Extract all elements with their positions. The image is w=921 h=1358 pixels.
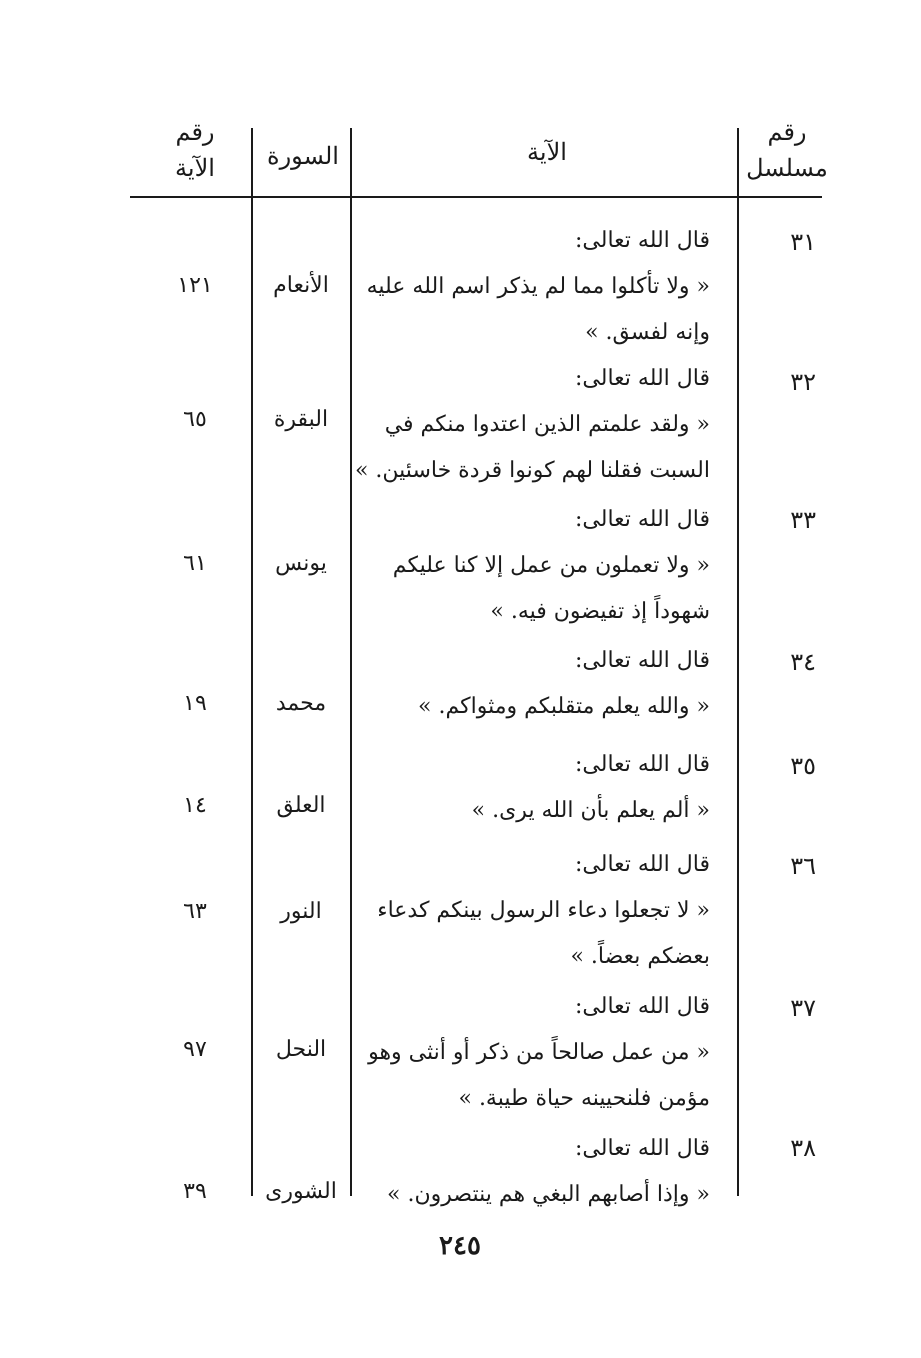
verse-line: « والله يعلم متقلبكم ومثواكم. » [418,694,710,719]
verse-line: بعضكم بعضاً. » [570,944,710,969]
surah-name: العلق [276,793,326,818]
ayah-number: ٦٥ [183,407,207,432]
ayah-number: ٩٧ [183,1037,207,1062]
verse-text [358,497,710,635]
verse-line: قال الله تعالى: [575,366,710,391]
header-serial-number [742,114,832,186]
serial-number: ٣٢ [790,368,816,396]
surah-name: محمد [275,691,327,716]
header-ayah-line2: الآية [175,154,215,182]
header-verse: الآية [527,138,567,166]
verse-text [358,1126,710,1218]
verse-line: قال الله تعالى: [575,1136,710,1161]
verse-line: مؤمن فلنحيينه حياة طيبة. » [458,1086,710,1111]
ayah-number: ٦١ [183,551,207,576]
verse-line: قال الله تعالى: [575,752,710,777]
page-number: ٢٤٥ [439,1231,481,1261]
verse-text [358,218,710,356]
header-serial-line1: رقم [767,118,807,146]
serial-number: ٣٣ [790,506,816,534]
verse-line: « ولا تعملون من عمل إلا كنا عليكم [392,553,710,578]
verse-line: « لا تجعلوا دعاء الرسول بينكم كدعاء [377,898,710,923]
verse-line: « وإذا أصابهم البغي هم ينتصرون. » [387,1182,710,1207]
serial-number: ٣١ [790,228,816,256]
verse-line: « من عمل صالحاً من ذكر أو أنثى وهو [368,1040,710,1065]
verse-line: قال الله تعالى: [575,648,710,673]
ayah-number: ١٩ [183,691,207,716]
verse-line: « ولا تأكلوا مما لم يذكر اسم الله عليه [366,274,710,299]
verse-line: قال الله تعالى: [575,507,710,532]
verse-text [358,984,710,1122]
ayah-number: ٣٩ [183,1179,207,1204]
column-divider-verse [350,128,352,1196]
verse-text [358,742,710,834]
surah-name: النور [280,899,322,924]
surah-name: الأنعام [273,273,329,298]
header-ayah-line1: رقم [175,118,215,146]
surah-name: النحل [275,1037,327,1062]
header-surah: السورة [267,142,339,170]
verse-line: شهوداً إذ تفيضون فيه. » [490,599,710,624]
header-ayah-number [150,114,240,186]
verse-line: قال الله تعالى: [575,994,710,1019]
serial-number: ٣٥ [790,752,816,780]
verse-line: « ألم يعلم بأن الله يرى. » [471,798,710,823]
serial-number: ٣٨ [790,1134,816,1162]
verse-text [358,638,710,730]
ayah-number: ١٤ [183,793,207,818]
ayah-number: ١٢١ [177,273,213,298]
verse-text [354,356,710,494]
serial-number: ٣٧ [790,994,816,1022]
verse-line: قال الله تعالى: [575,228,710,253]
verse-line: وإنه لفسق. » [585,320,710,345]
surah-name: الشورى [265,1179,337,1204]
verse-line: السبت فقلنا لهم كونوا قردة خاسئين. » [354,458,710,483]
verse-line: « ولقد علمتم الذين اعتدوا منكم في [384,412,710,437]
surah-name: يونس [275,551,327,576]
serial-number: ٣٦ [790,852,816,880]
column-divider-surah [251,128,253,1196]
verse-line: قال الله تعالى: [575,852,710,877]
serial-number: ٣٤ [790,648,816,676]
ayah-number: ٦٣ [183,899,207,924]
header-serial-line2: مسلسل [746,154,828,182]
verse-text [358,842,710,980]
header-divider [130,196,822,198]
surah-name: البقرة [273,407,329,432]
column-divider-serial [737,128,739,1196]
